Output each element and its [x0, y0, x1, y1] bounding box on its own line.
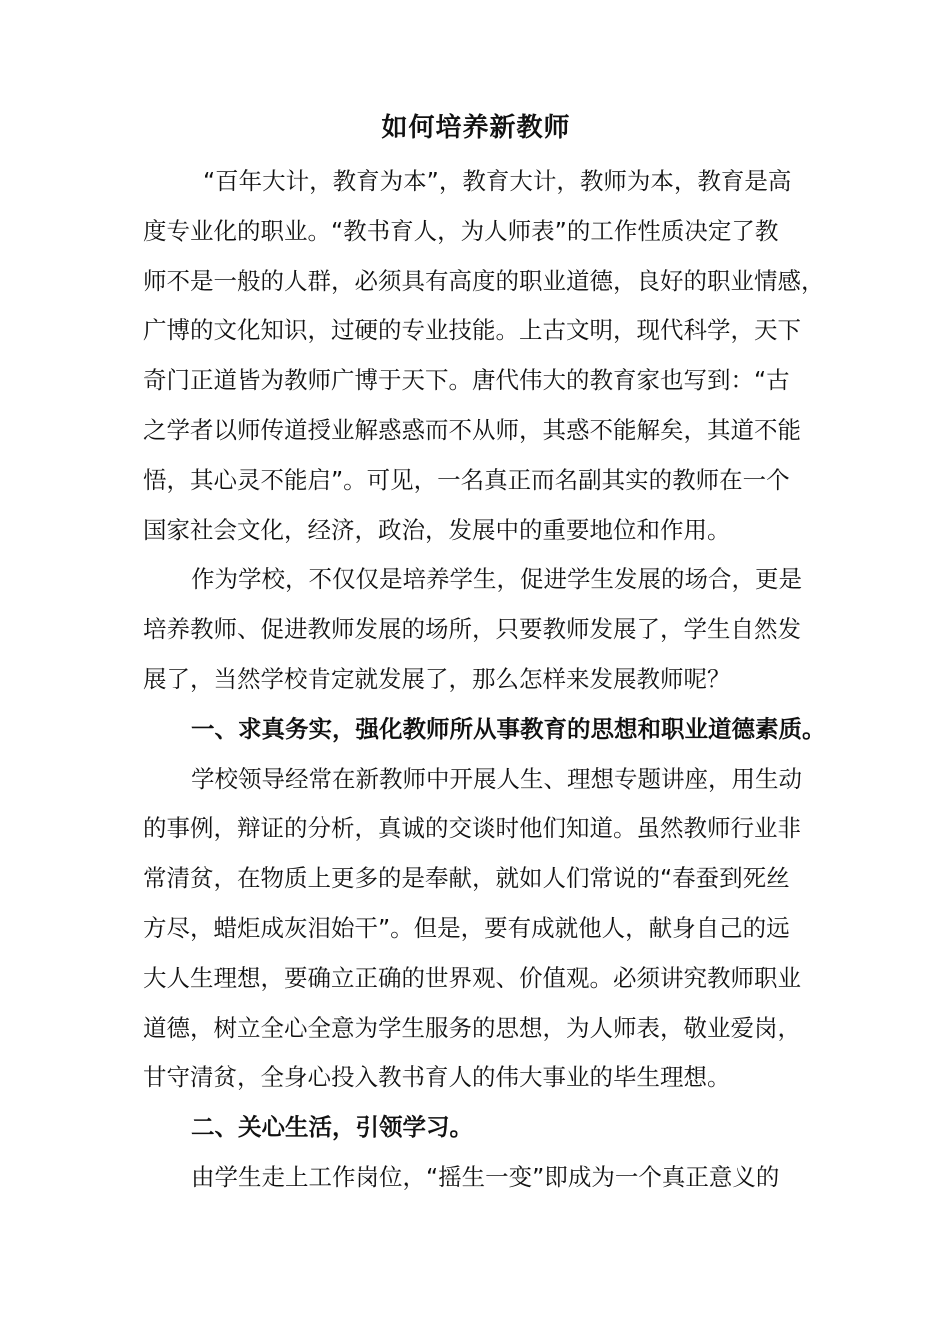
text-line: 广博的文化知识，过硬的专业技能。上古文明，现代科学，天下	[143, 316, 801, 345]
text-line: 的事例，辩证的分析，真诚的交谈时他们知道。虽然教师行业非	[143, 814, 801, 843]
text-line: 作为学校，不仅仅是培养学生，促进学生发展的场合，更是	[191, 565, 802, 594]
text-line: 甘守清贫，全身心投入教书育人的伟大事业的毕生理想。	[143, 1063, 731, 1092]
section-heading-1: 一、求真务实，强化教师所从事教育的思想和职业道德素质。	[191, 714, 826, 743]
text-line: 悟，其心灵不能启”。可见，一名真正而名副其实的教师在一个	[143, 465, 790, 494]
text-line: 奇门正道皆为教师广博于天下。唐代伟大的教育家也写到：“古	[143, 366, 790, 395]
text-line: 道德，树立全心全意为学生服务的思想，为人师表，敬业爱岗，	[143, 1013, 801, 1042]
document-title: 如何培养新教师	[381, 113, 571, 143]
text-line: 学校领导经常在新教师中开展人生、理想专题讲座，用生动	[191, 764, 802, 793]
text-line: 由学生走上工作岗位，“摇生一变”即成为一个真正意义的	[191, 1162, 780, 1191]
text-line: “百年大计，教育为本”，教育大计，教师为本，教育是高	[203, 167, 792, 195]
section-heading-2: 二、关心生活，引领学习。	[191, 1113, 473, 1142]
text-line: 方尽，蜡炬成灰泪始干”。但是，要有成就他人，献身自己的远	[143, 913, 790, 942]
document-page	[143, 103, 826, 1203]
paragraph-intro	[143, 157, 825, 555]
text-line: 之学者以师传道授业解惑惑而不从师，其惑不能解矣，其道不能	[143, 415, 801, 444]
text-line: 大人生理想，要确立正确的世界观、价值观。必须讲究教师职业	[143, 963, 801, 992]
text-line: 培养教师、促进教师发展的场所，只要教师发展了，学生自然发	[143, 615, 801, 644]
paragraph-school	[143, 555, 809, 704]
text-line: 师不是一般的人群，必须具有高度的职业道德，良好的职业情感，	[143, 266, 825, 295]
text-line: 度专业化的职业。“教书育人，为人师表”的工作性质决定了教	[143, 216, 779, 245]
text-line: 国家社会文化，经济，政治，发展中的重要地位和作用。	[143, 515, 731, 544]
text-line: 展了，当然学校肯定就发展了，那么怎样来发展教师呢？	[143, 664, 731, 693]
paragraph-life	[143, 1153, 809, 1203]
paragraph-ethics	[143, 755, 809, 1104]
text-line: 常清贫，在物质上更多的是奉献，就如人们常说的“春蚕到死丝	[143, 864, 790, 893]
